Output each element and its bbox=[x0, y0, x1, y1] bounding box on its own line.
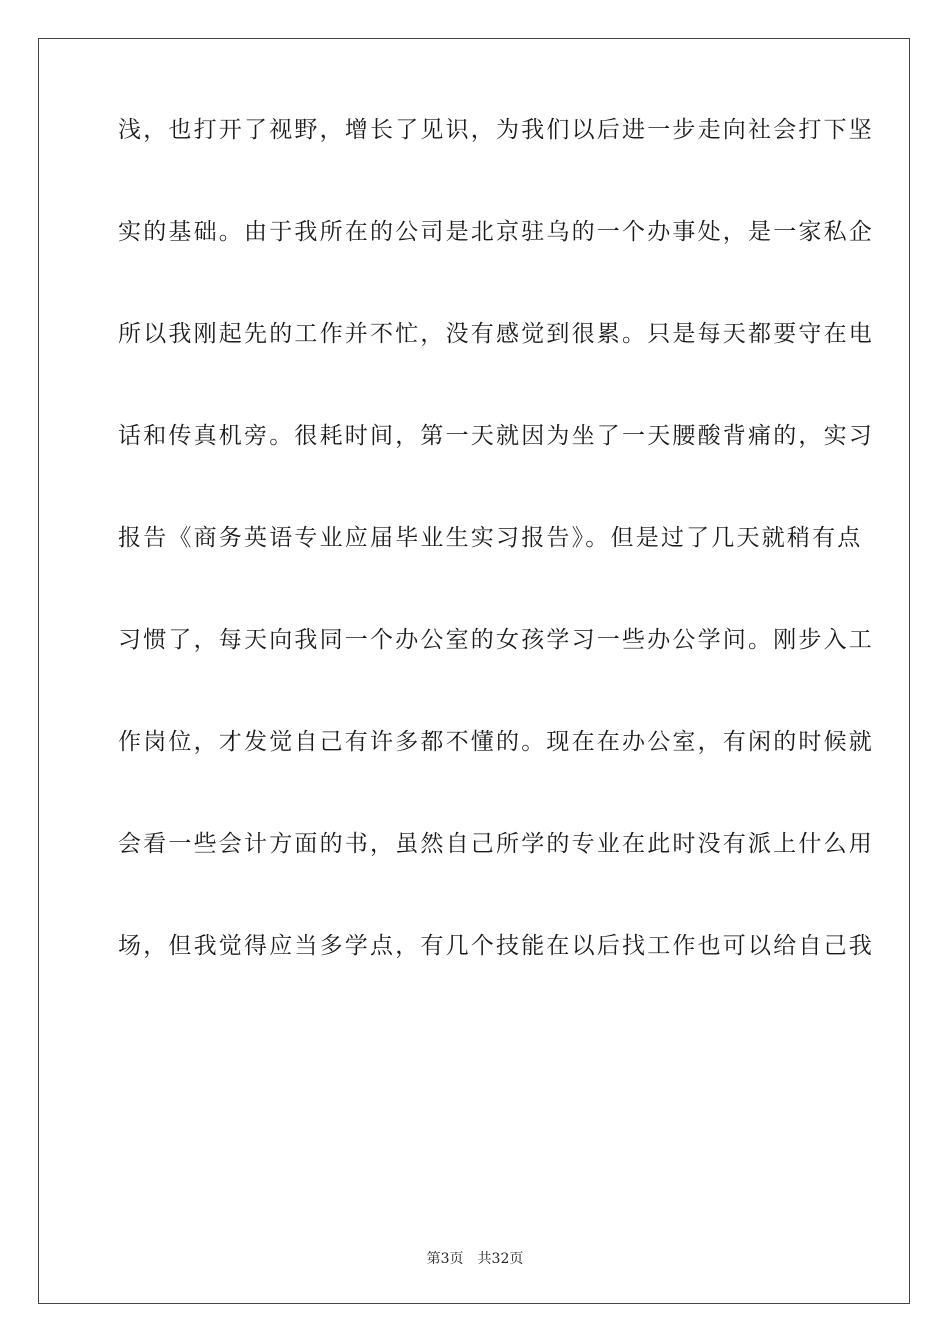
text-line: 所以我刚起先的工作并不忙，没有感觉到很累。只是每天都要守在电 bbox=[118, 321, 874, 347]
text-line: 作岗位，才发觉自己有许多都不懂的。现在在办公室，有闲的时候就 bbox=[118, 729, 874, 755]
document-body bbox=[118, 117, 874, 1048]
text-line: 话和传真机旁。很耗时间，第一天就因为坐了一天腰酸背痛的，实习 bbox=[118, 423, 874, 449]
text-line: 实的基础。由于我所在的公司是北京驻乌的一个办事处，是一家私企 bbox=[118, 219, 874, 245]
page-footer bbox=[0, 1248, 950, 1268]
text-line: 习惯了，每天向我同一个办公室的女孩学习一些办公学问。刚步入工 bbox=[118, 627, 874, 653]
text-line: 会看一些会计方面的书，虽然自己所学的专业在此时没有派上什么用 bbox=[118, 831, 874, 857]
text-line: 报告《商务英语专业应届毕业生实习报告》。但是过了几天就稍有点 bbox=[118, 525, 863, 551]
text-line: 浅，也打开了视野，增长了见识，为我们以后进一步走向社会打下坚 bbox=[118, 117, 874, 143]
page-total: 共32页 bbox=[477, 1251, 524, 1267]
page-number: 第3页 bbox=[426, 1251, 464, 1267]
text-line: 场，但我觉得应当多学点，有几个技能在以后找工作也可以给自己我 bbox=[118, 933, 874, 959]
